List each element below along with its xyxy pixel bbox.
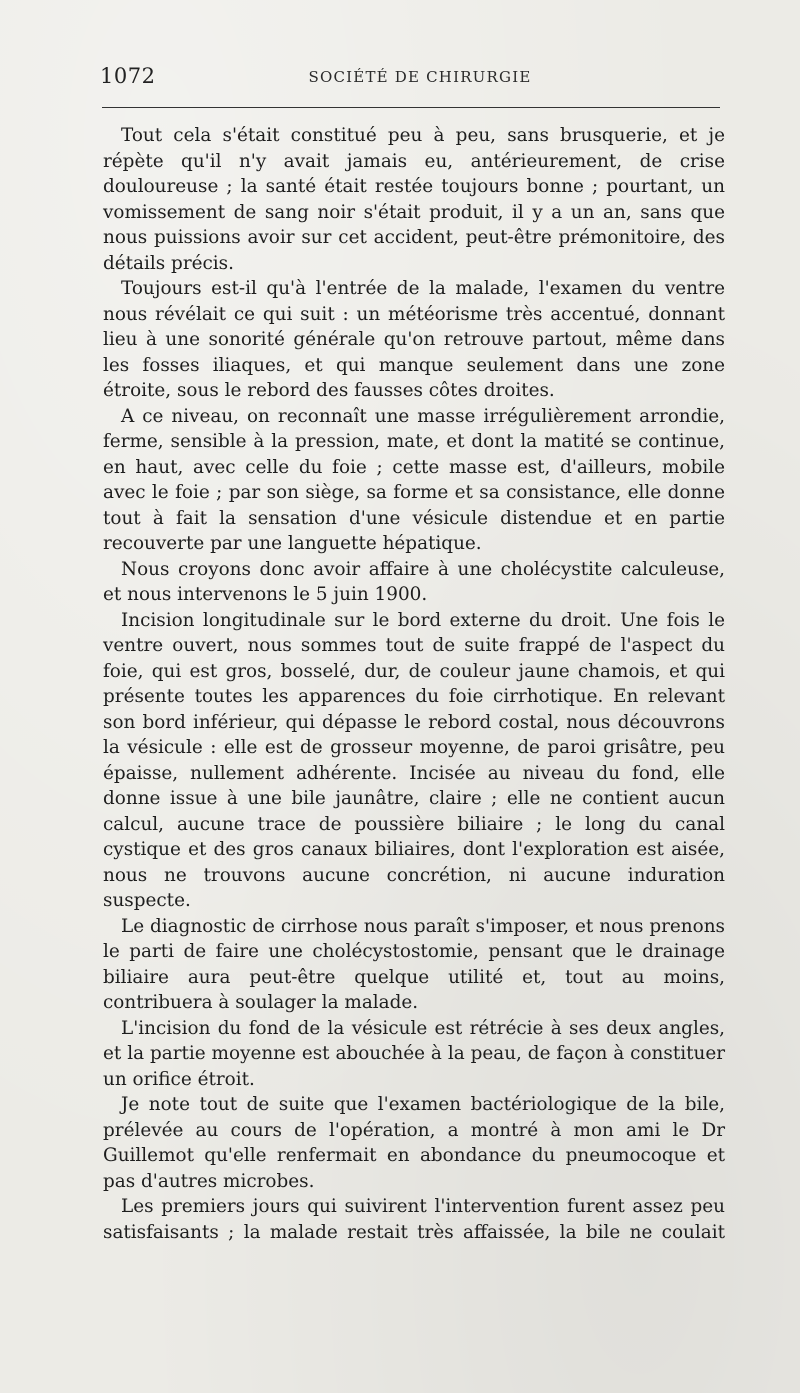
paragraph: L'incision du fond de la vésicule est rétrécie à ses deux angles, et la partie moyenne est abouchée à la peau, de façon à constituer un orifice étroit. — [103, 1017, 725, 1090]
paragraph: Nous croyons donc avoir affaire à une cholécystite calculeuse, et nous intervenons le 5 juin 1900. — [103, 558, 725, 605]
paragraph: Toujours est-il qu'à l'entrée de la malade, l'examen du ventre nous révélait ce qui suit : un météorisme très accentué, donnant lieu à une sonorité générale qu'on retrouve partout, même dans les fosses iliaques, et qui manque seulement dans une zone étroite, sous le rebord des fausses côtes droites. — [103, 278, 725, 401]
journal-title: SOCIÉTÉ DE CHIRURGIE — [308, 68, 532, 86]
header-rule — [102, 107, 720, 108]
running-head — [100, 64, 720, 94]
paragraph: Les premiers jours qui suivirent l'intervention furent assez peu satisfaisants ; la malade restait très affaissée, la bile ne coulait — [103, 1196, 725, 1243]
paragraph: Incision longitudinale sur le bord externe du droit. Une fois le ventre ouvert, nous sommes tout de suite frappé de l'aspect du foie, qui est gros, bosselé, dur, de couleur jaune chamois, et qui présente toutes les apparences du foie cirrhotique. En relevant son bord inférieur, qui dépasse le rebord costal, nous découvrons la vésicule : elle est de grosseur moyenne, de paroi grisâtre, peu épaisse, nullement adhérente. Incisée au niveau du fond, elle donne issue à une bile jaunâtre, claire ; elle ne contient aucun calcul, aucune trace de poussière biliaire ; le long du canal cystique et des gros canaux biliaires, dont l'exploration est aisée, nous ne trouvons aucune concrétion, ni aucune induration suspecte. — [103, 609, 725, 911]
paragraph: Je note tout de suite que l'examen bactériologique de la bile, prélevée au cours de l'opération, a montré à mon ami le Dr Guillemot qu'elle renfermait en abondance du pneumocoque et pas d'autres microbes. — [103, 1094, 725, 1192]
paragraph: Le diagnostic de cirrhose nous paraît s'imposer, et nous prenons le parti de faire une cholécystostomie, pensant que le drainage biliaire aura peut-être quelque utilité et, tout au moins, contribuera à soulager la malade. — [103, 915, 725, 1013]
paragraph: A ce niveau, on reconnaît une masse irrégulièrement arrondie, ferme, sensible à la pression, mate, et dont la matité se continue, en haut, avec celle du foie ; cette masse est, d'ailleurs, mobile avec le foie ; par son siège, sa forme et sa consistance, elle donne tout à fait la sensation d'une vésicule distendue et en partie recouverte par une languette hépatique. — [103, 405, 725, 554]
body-text — [103, 123, 725, 1245]
paragraph: Tout cela s'était constitué peu à peu, sans brusquerie, et je répète qu'il n'y avait jamais eu, antérieurement, de crise douloureuse ; la santé était restée toujours bonne ; pourtant, un vomissement de sang noir s'était produit, il y a un an, sans que nous puissions avoir sur cet accident, peut-être prémonitoire, des détails précis. — [103, 125, 725, 274]
page-number: 1072 — [100, 64, 156, 88]
